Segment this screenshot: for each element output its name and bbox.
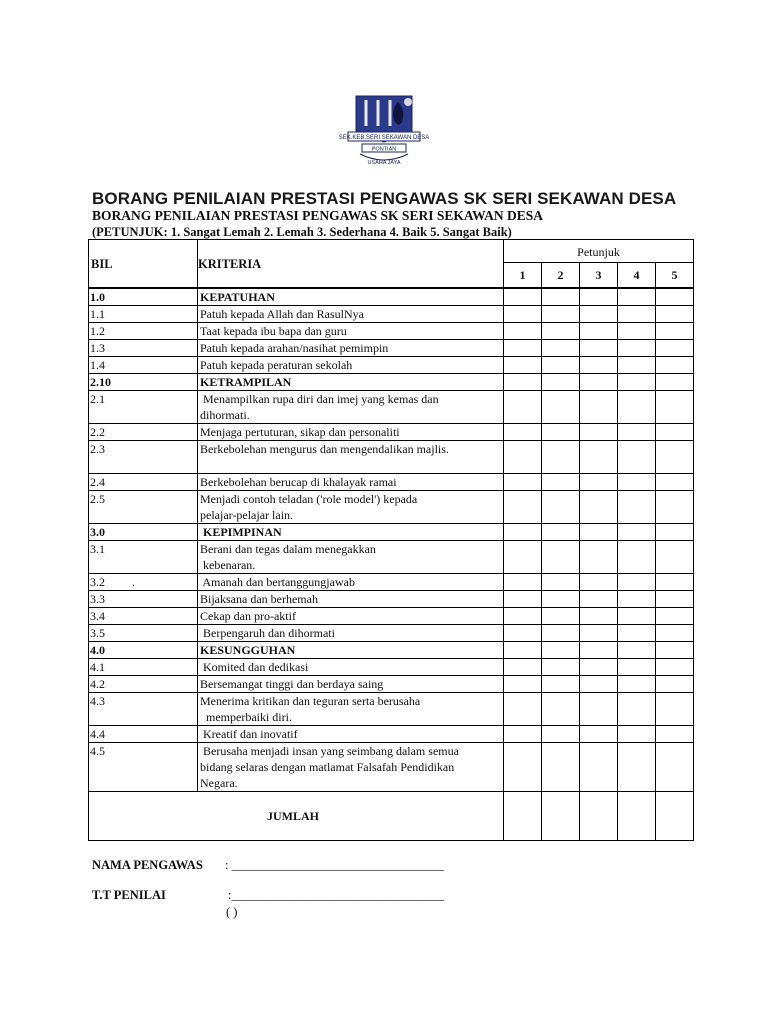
kriteria-line: Kreatif dan inovatif <box>200 727 298 741</box>
table-header-row <box>89 240 694 263</box>
score-cell[interactable] <box>542 441 580 474</box>
score-cell[interactable] <box>580 524 618 541</box>
kriteria-line: dihormati. <box>200 408 250 422</box>
row-bil: 4.0 <box>89 642 198 659</box>
table-row <box>89 391 694 424</box>
score-cell[interactable] <box>542 726 580 743</box>
row-bil: 4.1 <box>89 659 198 676</box>
table-row <box>89 374 694 391</box>
kriteria-line: Bijaksana dan berhemah <box>200 592 318 606</box>
total-score-cell[interactable] <box>580 792 618 841</box>
score-cell[interactable] <box>542 474 580 491</box>
score-cell[interactable] <box>504 608 542 625</box>
score-cell[interactable] <box>580 357 618 374</box>
score-cell[interactable] <box>542 340 580 357</box>
row-kriteria <box>198 591 504 608</box>
kriteria-line: pelajar-pelajar lain. <box>200 508 294 522</box>
total-score-cell[interactable] <box>656 792 694 841</box>
table-row <box>89 288 694 306</box>
score-cell[interactable] <box>580 491 618 524</box>
score-cell[interactable] <box>618 625 656 642</box>
score-cell[interactable] <box>656 374 694 391</box>
row-kriteria <box>198 726 504 743</box>
score-cell[interactable] <box>580 374 618 391</box>
logo-motto: USAHA JAYA <box>367 160 401 166</box>
score-cell[interactable] <box>542 424 580 441</box>
score-cell[interactable] <box>504 524 542 541</box>
score-cell[interactable] <box>504 625 542 642</box>
score-cell[interactable] <box>618 743 656 792</box>
kriteria-line: Komited dan dedikasi <box>200 660 309 674</box>
kriteria-line: Patuh kepada Allah dan RasulNya <box>200 307 364 321</box>
score-cell[interactable] <box>542 676 580 693</box>
table-row <box>89 625 694 642</box>
instructions: (PETUNJUK: 1. Sangat Lemah 2. Lemah 3. Sederhana 4. Baik 5. Sangat Baik) <box>92 225 512 239</box>
kriteria-line: Amanah dan bertanggungjawab <box>200 575 355 589</box>
kriteria-line: Taat kepada ibu bapa dan guru <box>200 324 347 338</box>
score-col-header: 5 <box>656 263 694 289</box>
score-cell[interactable] <box>542 323 580 340</box>
score-cell[interactable] <box>656 743 694 792</box>
score-cell[interactable] <box>656 306 694 323</box>
score-cell[interactable] <box>656 288 694 306</box>
score-cell[interactable] <box>542 374 580 391</box>
kriteria-line: Berusaha menjadi insan yang seimbang dalam semua <box>200 744 459 758</box>
row-bil: 4.2 <box>89 676 198 693</box>
kriteria-line: memperbaiki diri. <box>200 710 292 724</box>
score-cell[interactable] <box>618 340 656 357</box>
score-cell[interactable] <box>618 288 656 306</box>
score-cell[interactable] <box>618 659 656 676</box>
page-subtitle: BORANG PENILAIAN PRESTASI PENGAWAS SK SERI SEKAWAN DESA <box>92 208 543 223</box>
score-cell[interactable] <box>656 726 694 743</box>
score-cell[interactable] <box>504 288 542 306</box>
total-score-cell[interactable] <box>542 792 580 841</box>
row-bil: 2.2 <box>89 424 198 441</box>
score-cell[interactable] <box>656 676 694 693</box>
row-kriteria <box>198 608 504 625</box>
table-row <box>89 693 694 726</box>
table-row <box>89 424 694 441</box>
score-col-header: 2 <box>542 263 580 289</box>
row-bil: 3.4 <box>89 608 198 625</box>
row-kriteria <box>198 357 504 374</box>
score-col-header: 1 <box>504 263 542 289</box>
tt-penilai-input[interactable]: :__________________________________ <box>228 888 444 902</box>
row-kriteria <box>198 541 504 574</box>
score-cell[interactable] <box>504 374 542 391</box>
score-cell[interactable] <box>656 693 694 726</box>
kriteria-line: Bersemangat tinggi dan berdaya saing <box>200 677 384 691</box>
row-kriteria <box>198 323 504 340</box>
logo-school-name: SEK.KEB.SERI SEKAWAN DESA <box>338 135 430 141</box>
score-cell[interactable] <box>580 659 618 676</box>
score-cell[interactable] <box>542 524 580 541</box>
logo-town: PONTIAN <box>371 146 397 153</box>
row-bil: 4.4 <box>89 726 198 743</box>
score-cell[interactable] <box>580 676 618 693</box>
row-bil: 1.4 <box>89 357 198 374</box>
score-cell[interactable] <box>504 726 542 743</box>
col-kriteria-header: KRITERIA <box>198 240 504 289</box>
score-cell[interactable] <box>618 357 656 374</box>
kriteria-line: Menampilkan rupa diri dan imej yang kemas dan <box>200 392 439 406</box>
row-kriteria <box>198 625 504 642</box>
score-cell[interactable] <box>656 474 694 491</box>
score-cell[interactable] <box>656 574 694 591</box>
score-cell[interactable] <box>504 659 542 676</box>
kriteria-line: kebenaran. <box>200 558 256 572</box>
table-row <box>89 441 694 474</box>
row-kriteria <box>198 340 504 357</box>
row-bil: 2.4 <box>89 474 198 491</box>
row-bil: 2.5 <box>89 491 198 524</box>
kriteria-line: KESUNGGUHAN <box>200 643 296 657</box>
table-row <box>89 726 694 743</box>
table-row <box>89 642 694 659</box>
score-cell[interactable] <box>542 357 580 374</box>
row-bil: 4.5 <box>89 743 198 792</box>
score-cell[interactable] <box>542 642 580 659</box>
score-cell[interactable] <box>542 591 580 608</box>
score-cell[interactable] <box>656 424 694 441</box>
kriteria-line: Berani dan tegas dalam menegakkan <box>200 542 376 556</box>
table-row <box>89 306 694 323</box>
score-cell[interactable] <box>618 306 656 323</box>
total-score-cell[interactable] <box>618 792 656 841</box>
row-bil: 1.3 <box>89 340 198 357</box>
score-cell[interactable] <box>580 323 618 340</box>
row-kriteria <box>198 524 504 541</box>
kriteria-line: Berkebolehan berucap di khalayak ramai <box>200 475 397 489</box>
score-cell[interactable] <box>542 608 580 625</box>
row-kriteria <box>198 306 504 323</box>
kriteria-line: Berpengaruh dan dihormati <box>200 626 335 640</box>
col-bil-header: BIL <box>89 240 198 289</box>
score-cell[interactable] <box>504 474 542 491</box>
table-row <box>89 591 694 608</box>
score-cell[interactable] <box>542 541 580 574</box>
row-bil: 2.10 <box>89 374 198 391</box>
score-cell[interactable] <box>542 625 580 642</box>
score-cell[interactable] <box>504 424 542 441</box>
tt-penilai-label: T.T PENILAI <box>92 888 166 902</box>
kriteria-line <box>200 457 501 473</box>
kriteria-line: Menerima kritikan dan teguran serta berusaha <box>200 694 421 708</box>
score-cell[interactable] <box>656 541 694 574</box>
kriteria-line: Patuh kepada peraturan sekolah <box>200 358 353 372</box>
row-kriteria <box>198 424 504 441</box>
score-cell[interactable] <box>580 288 618 306</box>
row-bil: 2.1 <box>89 391 198 424</box>
score-cell[interactable] <box>656 659 694 676</box>
score-cell[interactable] <box>656 391 694 424</box>
score-cell[interactable] <box>504 340 542 357</box>
score-cell[interactable] <box>618 474 656 491</box>
school-logo <box>338 92 430 170</box>
score-cell[interactable] <box>618 608 656 625</box>
score-cell[interactable] <box>580 625 618 642</box>
kriteria-line: bidang selaras dengan matlamat Falsafah Pendidikan <box>200 760 455 774</box>
score-cell[interactable] <box>656 591 694 608</box>
assessment-table <box>88 239 694 841</box>
score-cell[interactable] <box>504 743 542 792</box>
score-cell[interactable] <box>504 491 542 524</box>
score-cell[interactable] <box>504 357 542 374</box>
row-bil: 3.2 . <box>89 574 198 591</box>
score-cell[interactable] <box>618 524 656 541</box>
score-cell[interactable] <box>504 441 542 474</box>
table-row <box>89 659 694 676</box>
score-cell[interactable] <box>618 374 656 391</box>
score-cell[interactable] <box>504 323 542 340</box>
score-cell[interactable] <box>542 574 580 591</box>
score-cell[interactable] <box>618 726 656 743</box>
score-col-header: 3 <box>580 263 618 289</box>
score-cell[interactable] <box>504 391 542 424</box>
score-cell[interactable] <box>618 541 656 574</box>
score-cell[interactable] <box>656 625 694 642</box>
nama-pengawas-input[interactable]: : __________________________________ <box>225 858 445 872</box>
score-cell[interactable] <box>618 676 656 693</box>
score-cell[interactable] <box>504 306 542 323</box>
score-cell[interactable] <box>618 591 656 608</box>
table-row <box>89 340 694 357</box>
score-cell[interactable] <box>618 693 656 726</box>
score-cell[interactable] <box>580 340 618 357</box>
row-kriteria <box>198 659 504 676</box>
score-cell[interactable] <box>618 391 656 424</box>
score-cell[interactable] <box>504 676 542 693</box>
table-row <box>89 323 694 340</box>
row-kriteria <box>198 574 504 591</box>
kriteria-line: KETRAMPILAN <box>200 375 292 389</box>
score-cell[interactable] <box>618 574 656 591</box>
row-bil: 1.1 <box>89 306 198 323</box>
penilai-name-input[interactable]: ( ) <box>226 905 238 919</box>
row-kriteria <box>198 474 504 491</box>
score-cell[interactable] <box>504 574 542 591</box>
table-row <box>89 491 694 524</box>
score-cell[interactable] <box>580 591 618 608</box>
row-kriteria <box>198 374 504 391</box>
score-cell[interactable] <box>542 288 580 306</box>
score-cell[interactable] <box>542 659 580 676</box>
row-bil: 3.1 <box>89 541 198 574</box>
row-kriteria <box>198 441 504 474</box>
row-bil: 3.0 <box>89 524 198 541</box>
nama-pengawas-label: NAMA PENGAWAS <box>92 858 203 872</box>
score-col-header: 4 <box>618 263 656 289</box>
score-cell[interactable] <box>542 306 580 323</box>
score-cell[interactable] <box>656 340 694 357</box>
row-bil: 2.3 <box>89 441 198 474</box>
score-cell[interactable] <box>580 541 618 574</box>
score-cell[interactable] <box>580 474 618 491</box>
row-bil: 3.5 <box>89 625 198 642</box>
score-cell[interactable] <box>580 693 618 726</box>
score-cell[interactable] <box>656 441 694 474</box>
row-kriteria <box>198 676 504 693</box>
table-row <box>89 574 694 591</box>
row-bil: 1.0 <box>89 288 198 306</box>
kriteria-line: Cekap dan pro-aktif <box>200 609 296 623</box>
kriteria-line: Negara. <box>200 776 238 790</box>
score-cell[interactable] <box>580 743 618 792</box>
score-cell[interactable] <box>618 424 656 441</box>
score-cell[interactable] <box>504 541 542 574</box>
kriteria-line: KEPIMPINAN <box>200 525 282 539</box>
score-cell[interactable] <box>580 391 618 424</box>
table-row <box>89 524 694 541</box>
total-label <box>89 792 504 841</box>
table-row <box>89 743 694 792</box>
score-cell[interactable] <box>656 524 694 541</box>
score-cell[interactable] <box>504 642 542 659</box>
kriteria-line: Berkebolehan mengurus dan mengendalikan majlis. <box>200 442 449 456</box>
page-title: BORANG PENILAIAN PRESTASI PENGAWAS SK SERI SEKAWAN DESA <box>92 189 677 208</box>
score-cell[interactable] <box>504 591 542 608</box>
row-kriteria <box>198 491 504 524</box>
row-kriteria <box>198 743 504 792</box>
score-cell[interactable] <box>656 491 694 524</box>
total-row <box>89 792 694 841</box>
score-cell[interactable] <box>542 693 580 726</box>
score-cell[interactable] <box>618 441 656 474</box>
score-cell[interactable] <box>618 491 656 524</box>
score-cell[interactable] <box>656 357 694 374</box>
kriteria-line: Menjadi contoh teladan ('role model') kepada <box>200 492 418 506</box>
row-bil: 4.3 <box>89 693 198 726</box>
score-cell[interactable] <box>580 574 618 591</box>
score-cell[interactable] <box>580 608 618 625</box>
table-row <box>89 608 694 625</box>
score-cell[interactable] <box>656 323 694 340</box>
col-petunjuk-header: Petunjuk <box>504 240 694 263</box>
score-cell[interactable] <box>618 642 656 659</box>
row-kriteria <box>198 391 504 424</box>
table-row <box>89 357 694 374</box>
total-score-cell[interactable] <box>504 792 542 841</box>
score-cell[interactable] <box>656 608 694 625</box>
row-kriteria <box>198 288 504 306</box>
row-bil: 3.3 <box>89 591 198 608</box>
score-cell[interactable] <box>580 441 618 474</box>
kriteria-line: KEPATUHAN <box>200 290 275 304</box>
kriteria-line: Patuh kepada arahan/nasihat pemimpin <box>200 341 389 355</box>
score-cell[interactable] <box>542 743 580 792</box>
score-cell[interactable] <box>580 642 618 659</box>
kriteria-line: Menjaga pertuturan, sikap dan personaliti <box>200 425 400 439</box>
score-cell[interactable] <box>580 306 618 323</box>
row-kriteria <box>198 693 504 726</box>
score-cell[interactable] <box>542 491 580 524</box>
table-row <box>89 541 694 574</box>
score-cell[interactable] <box>580 424 618 441</box>
score-cell[interactable] <box>504 693 542 726</box>
table-row <box>89 474 694 491</box>
score-cell[interactable] <box>580 726 618 743</box>
row-kriteria <box>198 642 504 659</box>
score-cell[interactable] <box>618 323 656 340</box>
total-label-text: JUMLAH <box>267 809 319 823</box>
score-cell[interactable] <box>542 391 580 424</box>
score-cell[interactable] <box>656 642 694 659</box>
table-row <box>89 676 694 693</box>
row-bil: 1.2 <box>89 323 198 340</box>
